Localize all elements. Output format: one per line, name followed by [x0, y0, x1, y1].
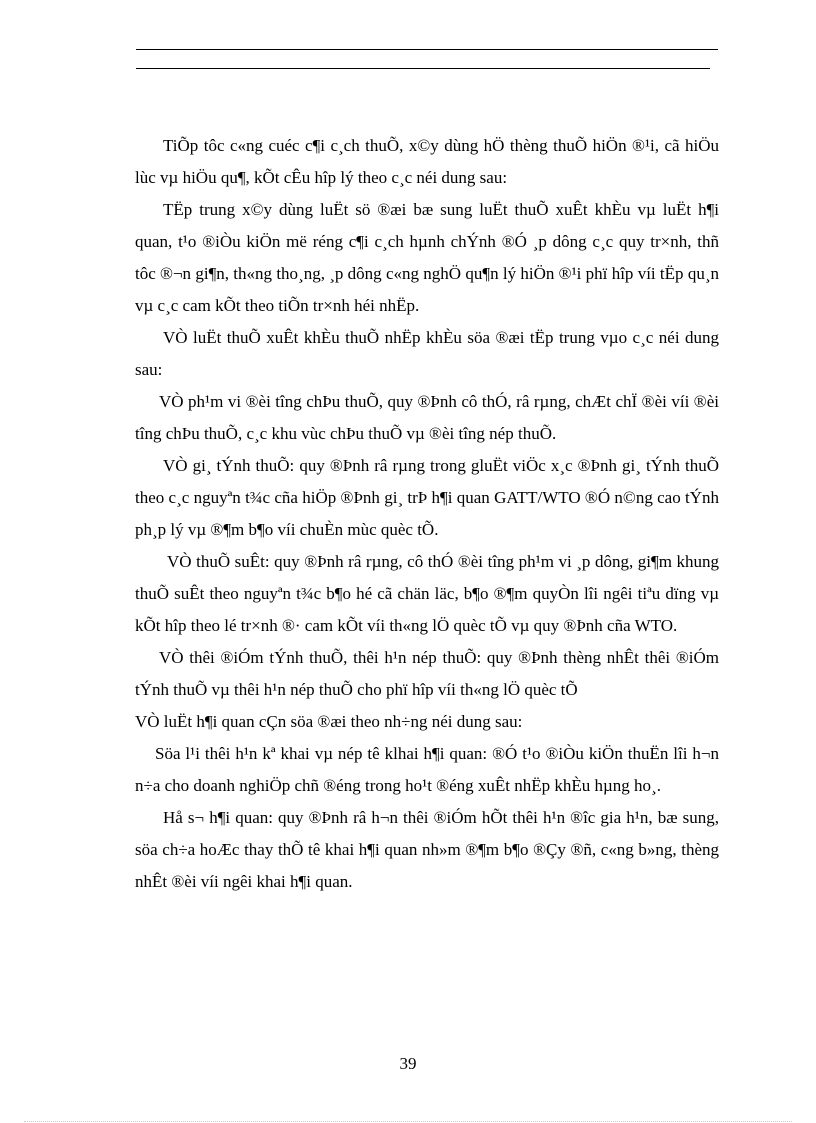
paragraph: Hå s¬ h¶i quan: quy ®Þnh râ h¬n thêi ®iÓm hÕt thêi h¹n ®îc gia h¹n, bæ sung, söa ch÷a hoÆc thay thÕ tê khai h¶i quan nh»m ®¶m b¶o ®Çy ®ñ, c«ng b»ng, thèng nhÊt ®èi víi ngêi khai h¶i quan.	[135, 808, 719, 891]
paragraph: VÒ thêi ®iÓm tÝnh thuÕ, thêi h¹n nép thuÕ: quy ®Þnh thèng nhÊt thêi ®iÓm tÝnh thuÕ vµ thêi h¹n nép thuÕ cho phï hîp víi th«ng lÖ quèc tÕ	[135, 648, 719, 699]
page-number: 39	[399, 1054, 417, 1073]
page-bottom-border	[24, 1121, 792, 1122]
paragraph: VÒ thuÕ suÊt: quy ®Þnh râ rµng, cô thÓ ®èi tîng ph¹m vi ¸p dông, gi¶m khung thuÕ suÊt theo nguyªn t¾c b¶o hé cã chän läc, b¶o ®¶m quyÒn lîi ngêi tiªu dïng vµ kÕt hîp theo lé tr×nh ®· cam kÕt víi th«ng lÖ quèc tÕ vµ quy ®Þnh cña WTO.	[135, 552, 719, 635]
header-rule-bottom	[136, 68, 710, 69]
paragraph: VÒ luËt thuÕ xuÊt khÈu thuÕ nhËp khÈu söa ®æi tËp trung vµo c¸c néi dung sau:	[135, 328, 719, 379]
paragraph: Söa l¹i thêi h¹n kª khai vµ nép tê klhai h¶i quan: ®Ó t¹o ®iÒu kiÖn thuËn lîi h¬n n÷a cho doanh nghiÖp chñ ®éng trong ho¹t ®éng xuÊt nhËp khÈu hµng ho¸.	[135, 744, 719, 795]
paragraph: VÒ luËt h¶i quan cÇn söa ®æi theo nh÷ng néi dung sau:	[135, 712, 523, 731]
document-body	[135, 130, 719, 898]
header-rule-top	[136, 49, 718, 50]
paragraph: VÒ ph¹m vi ®èi tîng chÞu thuÕ, quy ®Þnh cô thÓ, râ rµng, chÆt chÏ ®èi víi ®èi tîng chÞu thuÕ, c¸c khu vùc chÞu thuÕ vµ ®èi tîng nép thuÕ.	[135, 392, 719, 443]
paragraph: TiÕp tôc c«ng cuéc c¶i c¸ch thuÕ, x©y dùng hÖ thèng thuÕ hiÖn ®¹i, cã hiÖu lùc vµ hiÖu qu¶, kÕt cÊu hîp lý theo c¸c néi dung sau:	[135, 136, 719, 187]
paragraph: TËp trung x©y dùng luËt sö ®æi bæ sung luËt thuÕ xuÊt khÈu vµ luËt h¶i quan, t¹o ®iÒu kiÖn më réng c¶i c¸ch hµnh chÝnh ®Ó ¸p dông c¸c quy tr×nh, thñ tôc ®¬n gi¶n, th«ng tho¸ng, ¸p dông c«ng nghÖ qu¶n lý hiÖn ®¹i phï hîp víi tËp qu¸n vµ c¸c cam kÕt theo tiÕn tr×nh héi nhËp.	[135, 200, 719, 315]
paragraph: VÒ gi¸ tÝnh thuÕ: quy ®Þnh râ rµng trong gluËt viÖc x¸c ®Þnh gi¸ tÝnh thuÕ theo c¸c nguyªn t¾c cña hiÖp ®Þnh gi¸ trÞ h¶i quan GATT/WTO ®Ó n©ng cao tÝnh ph¸p lý vµ ®¶m b¶o víi chuÈn mùc quèc tÕ.	[135, 456, 719, 539]
